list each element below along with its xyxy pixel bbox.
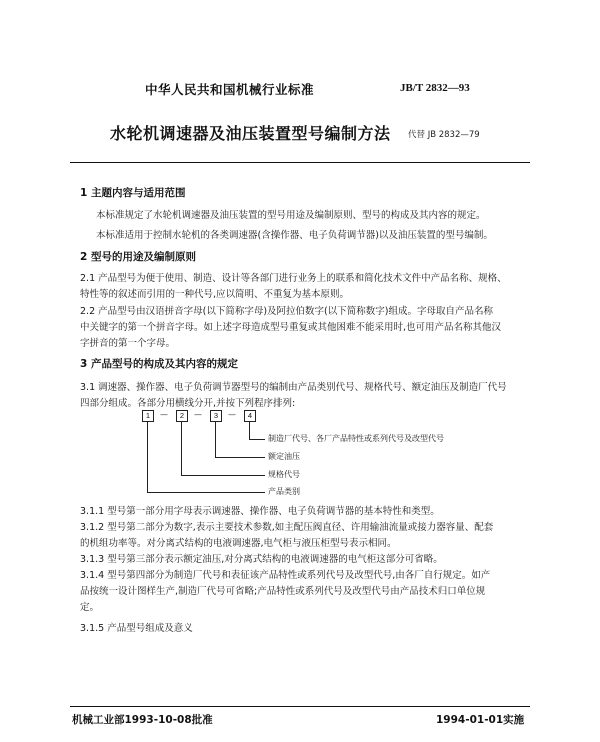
connector-2-vertical	[181, 422, 182, 475]
issuing-authority: 中华人民共和国机械行业标准	[145, 82, 315, 97]
approval-date: 机械工业部1993-10-08批准	[72, 714, 213, 726]
clause-2-2-line-1: 2.2 产品型号由汉语拼音字母(以下简称字母)及阿拉伯数字(以下简称数字)组成。字母取自产品名称	[80, 306, 493, 317]
label-manufacturer-code: 制造厂代号、各厂产品特性或系列代号及改型代号	[268, 434, 444, 443]
connector-4-vertical	[249, 422, 250, 439]
clause-3-1-4-line-3: 定。	[80, 602, 100, 613]
connector-1-vertical	[147, 422, 148, 492]
separator-dash-2: —	[194, 410, 202, 419]
connector-3-horizontal	[215, 457, 265, 458]
section-2-heading: 2 型号的用途及编制原则	[80, 251, 196, 263]
connector-2-horizontal	[181, 475, 265, 476]
standard-number: JB/T 2832—93	[400, 82, 470, 94]
clause-3-1-line-2: 四部分组成。各部分用横线分开,并按下列程序排列:	[80, 398, 296, 409]
code-box-1: 1	[142, 410, 154, 422]
s1-paragraph-2: 本标准适用于控制水轮机的各类调速器(含操作器、电子负荷调节器)以及油压装置的型号编制。	[96, 230, 493, 241]
clause-3-1-3: 3.1.3 型号第三部分表示额定油压,对分离式结构的电液调速器的电气柜这部分可省略。	[80, 554, 443, 565]
label-size-code: 规格代号	[268, 470, 300, 479]
clause-3-1-4-line-2: 品按统一设计图样生产,制造厂代号可省略;产品特性或系列代号及改型代号由产品技术归口单位规	[80, 586, 486, 597]
code-box-3: 3	[210, 410, 222, 422]
label-rated-pressure: 额定油压	[268, 452, 300, 461]
code-box-2: 2	[176, 410, 188, 422]
connector-1-horizontal	[147, 492, 265, 493]
replaces-note: 代替 JB 2832—79	[408, 130, 480, 140]
connector-4-horizontal	[249, 439, 265, 440]
clause-3-1-4-line-1: 3.1.4 型号第四部分为制造厂代号和表征该产品特性或系列代号及改型代号,由各厂自行规定。如产	[80, 570, 491, 581]
clause-2-1-line-1: 2.1 产品型号为便于使用、制造、设计等各部门进行业务上的联系和简化技术文件中产品名称、规格、	[80, 273, 507, 284]
footer-rule	[70, 706, 530, 707]
clause-2-2-line-3: 字拼音的第一个字母。	[80, 338, 176, 349]
clause-2-2-line-2: 中关键字的第一个拼音字母。如上述字母造成型号重复或其他困难不能采用时,也可用产品名称其他汉	[80, 322, 502, 333]
clause-3-1-5: 3.1.5 产品型号组成及意义	[80, 623, 193, 634]
clause-2-1-line-2: 特性等的叙述而引用的一种代号,应以简明、不重复为基本原则。	[80, 289, 350, 300]
section-3-heading: 3 产品型号的构成及其内容的规定	[80, 358, 238, 370]
clause-3-1-line-1: 3.1 调速器、操作器、电子负荷调节器型号的编制由产品类别代号、规格代号、额定油压及制造厂代号	[80, 382, 507, 393]
clause-3-1-1: 3.1.1 型号第一部分用字母表示调速器、操作器、电子负荷调节器的基本特性和类型。	[80, 506, 440, 517]
clause-3-1-2-line-2: 的机组功率等。对分离式结构的电液调速器,电气柜与液压柜型号表示相同。	[80, 538, 397, 549]
connector-3-vertical	[215, 422, 216, 457]
s1-paragraph-1: 本标准规定了水轮机调速器及油压装置的型号用途及编制原则、型号的构成及其内容的规定。	[96, 210, 486, 221]
separator-dash-1: —	[160, 410, 168, 419]
separator-dash-3: —	[228, 410, 236, 419]
clause-3-1-2-line-1: 3.1.2 型号第二部分为数字,表示主要技术参数,如主配压阀直径、许用输油流量或接力器容量、配套	[80, 522, 494, 533]
section-1-heading: 1 主题内容与适用范围	[80, 187, 186, 199]
label-product-category: 产品类别	[268, 487, 300, 496]
effective-date: 1994-01-01实施	[436, 714, 525, 726]
document-title: 水轮机调速器及油压装置型号编制方法	[110, 124, 391, 143]
header-rule	[70, 162, 530, 163]
code-box-4: 4	[244, 410, 256, 422]
